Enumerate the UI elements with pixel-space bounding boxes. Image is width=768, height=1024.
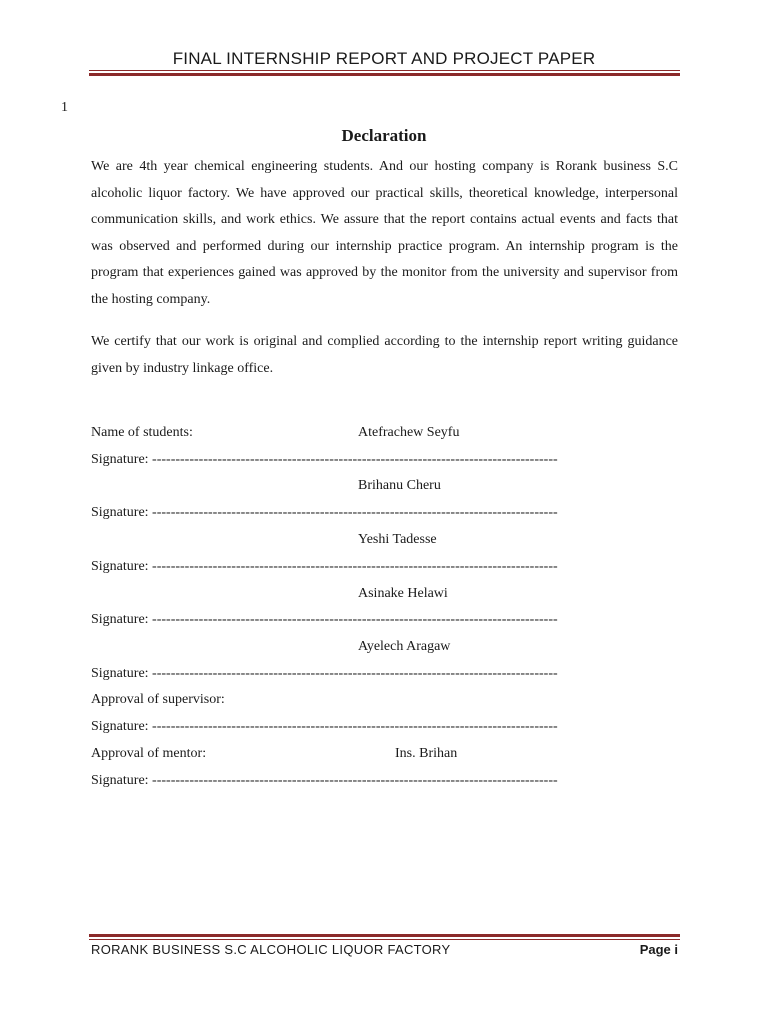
- signature-line: Signature: ---------------------------------------------------------------------------------------: [91, 505, 558, 520]
- signature-line: Signature: ---------------------------------------------------------------------------------------: [91, 612, 558, 627]
- student-name: Atefrachew Seyfu: [358, 425, 460, 440]
- document-title: Declaration: [341, 126, 427, 145]
- signature-line: Signature: ---------------------------------------------------------------------------------------: [91, 452, 558, 467]
- page-header-title: FINAL INTERNSHIP REPORT AND PROJECT PAPER: [172, 49, 596, 68]
- declaration-paragraph-2: We certify that our work is original and complied according to the internship report writing guidance given by industry linkage office.: [91, 334, 678, 376]
- student-name: Brihanu Cheru: [358, 478, 441, 493]
- footer-rule-thin: [89, 939, 680, 940]
- declaration-paragraph-1: We are 4th year chemical engineering students. And our hosting company is Rorank business S.C alcoholic liquor factory. We have approved our practical skills, theoretical knowledge, interpersonal communication skills, and work ethics. We assure that the report contains actual events and facts that was observed and performed during our internship practice program. An internship program is the program that experiences gained was approved by the monitor from the university and supervisor from the hosting company.: [91, 159, 678, 307]
- signature-line: Signature: ---------------------------------------------------------------------------------------: [91, 773, 558, 788]
- header-rule-thick: [89, 73, 680, 76]
- student-name: Yeshi Tadesse: [358, 532, 437, 547]
- student-name: Asinake Helawi: [358, 586, 448, 601]
- mentor-label: Approval of mentor:: [91, 746, 207, 761]
- supervisor-label: Approval of supervisor:: [91, 692, 225, 707]
- footer-page-number: Page i: [639, 942, 678, 957]
- signature-line: Signature: ---------------------------------------------------------------------------------------: [91, 666, 558, 681]
- header-rule-thin: [89, 70, 680, 71]
- student-name: Ayelech Aragaw: [358, 639, 451, 654]
- signature-line: Signature: ---------------------------------------------------------------------------------------: [91, 719, 558, 734]
- footer-company-name: RORANK BUSINESS S.C ALCOHOLIC LIQUOR FACTORY: [91, 942, 451, 957]
- mentor-name: Ins. Brihan: [395, 746, 458, 761]
- page-mark: 1: [61, 100, 68, 115]
- students-label: Name of students:: [91, 425, 193, 440]
- footer-rule-thick: [89, 934, 680, 937]
- signature-line: Signature: ---------------------------------------------------------------------------------------: [91, 559, 558, 574]
